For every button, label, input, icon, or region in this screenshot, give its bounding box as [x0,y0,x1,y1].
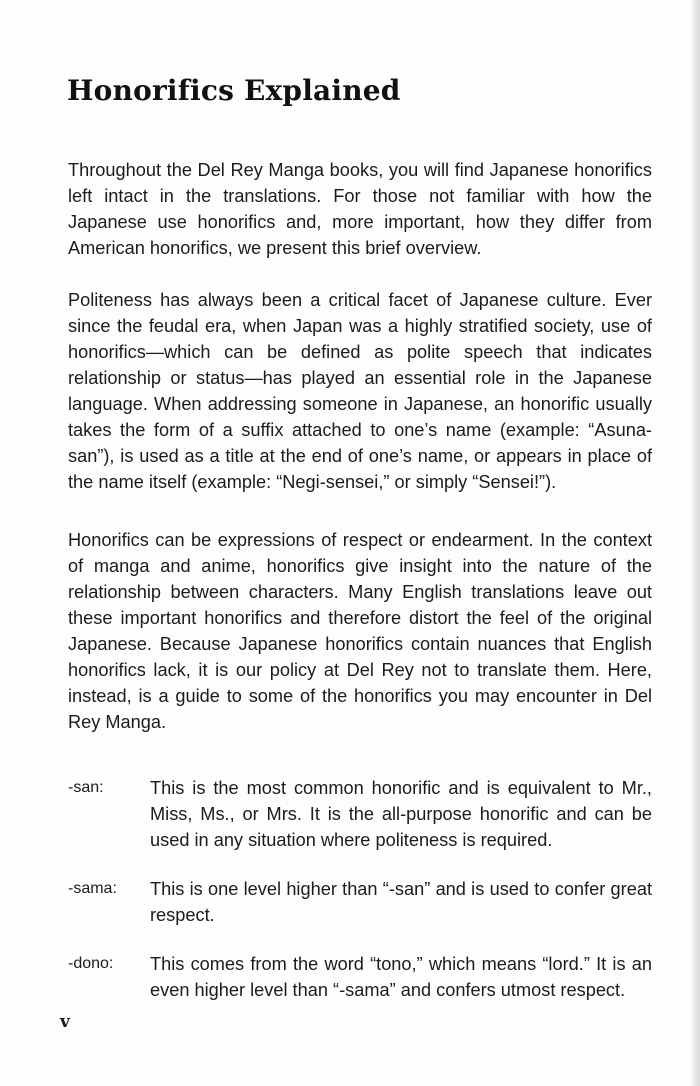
paragraph-intro: Throughout the Del Rey Manga books, you will find Japanese honorifics left intact in the translations. For those not familiar with how the Japanese use honorifics and, more important, how they differ from American honorifics, we present this brief overview. [68,160,652,258]
paragraph-politeness: Politeness has always been a critical facet of Japanese culture. Ever since the feudal era, when Japan was a highly stratified society, use of honorifics—which can be defined as polite speech that indicates relationship or status—has played an essential role in the Japanese language. When addressing someone in Japanese, an honorific usually takes the form of a suffix attached to one’s name (example: “Asuna-san”), is used as a title at the end of one’s name, or appears in place of the name itself (example: “Negi-sensei,” or simply “Sensei!”). [68,290,652,492]
definition-term: -san: [68,779,104,796]
definition-term: -sama: [68,880,117,897]
definition-description: This is the most common honorific and is equivalent to Mr., Miss, Ms., or Mrs. It is the all-purpose honorific and can be used in any situation where politeness is required. [150,778,652,850]
page-title: Honorifics Explained [67,74,401,107]
definition-term: -dono: [68,955,114,972]
page-number: v [60,1012,70,1032]
page-edge-shadow [692,0,700,1086]
paragraph-policy: Honorifics can be expressions of respect or endearment. In the context of manga and anime, honorifics give insight into the nature of the relationship between characters. Many English translations leave out these important honorifics and therefore distort the feel of the original Japanese. Because Japanese honorifics contain nuances that English honorifics lack, it is our policy at Del Rey not to translate them. Here, instead, is a guide to some of the honorifics you may encounter in Del Rey Manga. [68,530,652,732]
definition-description: This comes from the word “tono,” which means “lord.” It is an even higher level than “-sama” and confers utmost respect. [150,954,652,1000]
definition-description: This is one level higher than “-san” and is used to confer great respect. [150,879,652,925]
